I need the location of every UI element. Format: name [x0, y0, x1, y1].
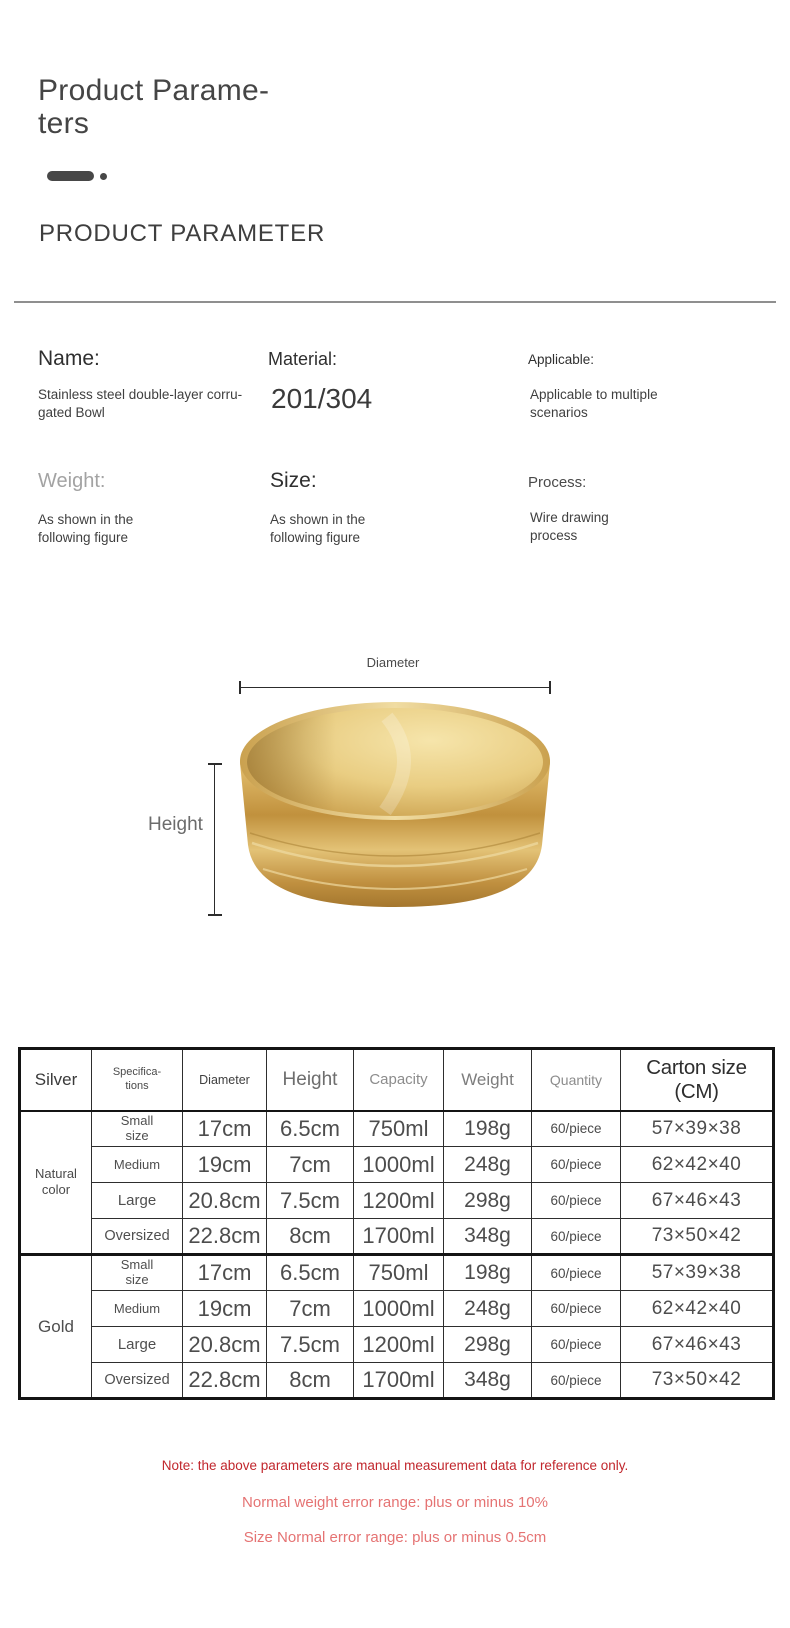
height-cell: 7cm: [267, 1291, 354, 1327]
param-value-material: 201/304: [271, 383, 373, 414]
column-header-color: Silver: [20, 1049, 92, 1111]
table-row: [20, 1327, 774, 1363]
carton-size-cell: 62×42×40: [621, 1291, 774, 1327]
column-header-capacity: Capacity: [354, 1049, 444, 1111]
param-value-weight: As shown in the following figure: [38, 512, 134, 546]
param-value-name: Stainless steel double-layer corru-gated Bowl: [38, 387, 243, 421]
diameter-cell: 19cm: [183, 1291, 267, 1327]
page-title: [38, 74, 269, 140]
height-measure-line: [208, 763, 222, 916]
capacity-cell: 1700ml: [354, 1363, 444, 1399]
carton-size-cell: 73×50×42: [621, 1219, 774, 1255]
quantity-cell: 60/piece: [532, 1255, 621, 1291]
column-header-weight: Weight: [444, 1049, 532, 1111]
diameter-cell: 19cm: [183, 1147, 267, 1183]
param-label-name: Name:: [38, 347, 100, 370]
column-header-diameter: Diameter: [183, 1049, 267, 1111]
param-label-size: Size:: [270, 469, 317, 492]
weight-cell: 298g: [444, 1183, 532, 1219]
weight-cell: 348g: [444, 1363, 532, 1399]
param-value-applicable: Applicable to multiple scenarios: [530, 387, 658, 421]
height-cell: 6.5cm: [267, 1255, 354, 1291]
param-label-material: Material:: [268, 349, 338, 369]
carton-size-cell: 67×46×43: [621, 1183, 774, 1219]
note-weight-error: Normal weight error range: plus or minus 10%: [242, 1494, 548, 1511]
param-label-applicable: Applicable:: [528, 352, 595, 367]
page-title-line2: ters: [38, 107, 90, 140]
weight-cell: 248g: [444, 1147, 532, 1183]
capacity-cell: 750ml: [354, 1111, 444, 1147]
carton-size-cell: 57×39×38: [621, 1255, 774, 1291]
table-row: [20, 1291, 774, 1327]
column-header-height: Height: [267, 1049, 354, 1111]
capacity-cell: 1700ml: [354, 1219, 444, 1255]
quantity-cell: 60/piece: [532, 1291, 621, 1327]
height-cell: 8cm: [267, 1219, 354, 1255]
divider-bar: [47, 171, 94, 181]
column-header-specifications: Specifica-tions: [92, 1049, 183, 1111]
capacity-cell: 750ml: [354, 1255, 444, 1291]
note-reference-only: Note: the above parameters are manual measurement data for reference only.: [161, 1458, 629, 1473]
diameter-cell: 22.8cm: [183, 1363, 267, 1399]
weight-cell: 348g: [444, 1219, 532, 1255]
weight-cell: 298g: [444, 1327, 532, 1363]
height-cell: 7cm: [267, 1147, 354, 1183]
quantity-cell: 60/piece: [532, 1111, 621, 1147]
quantity-cell: 60/piece: [532, 1183, 621, 1219]
capacity-cell: 1000ml: [354, 1291, 444, 1327]
capacity-cell: 1200ml: [354, 1183, 444, 1219]
spec-cell: Medium: [92, 1291, 183, 1327]
capacity-cell: 1200ml: [354, 1327, 444, 1363]
weight-cell: 248g: [444, 1291, 532, 1327]
spec-cell: Large: [92, 1183, 183, 1219]
spec-cell: Oversized: [92, 1363, 183, 1399]
table-row: [20, 1183, 774, 1219]
table-row: [20, 1255, 774, 1291]
color-group-gold: Gold: [20, 1255, 92, 1399]
diameter-cell: 20.8cm: [183, 1183, 267, 1219]
height-cell: 7.5cm: [267, 1327, 354, 1363]
table-row: [20, 1219, 774, 1255]
param-value-size: As shown in the following figure: [270, 512, 366, 546]
color-group-natural: Natural color: [20, 1111, 92, 1255]
section-heading: PRODUCT PARAMETER: [39, 220, 326, 247]
carton-size-cell: 62×42×40: [621, 1147, 774, 1183]
spec-cell: Large: [92, 1327, 183, 1363]
carton-size-cell: 57×39×38: [621, 1111, 774, 1147]
weight-cell: 198g: [444, 1255, 532, 1291]
table-row: [20, 1363, 774, 1399]
param-label-process: Process:: [528, 474, 587, 491]
carton-size-cell: 67×46×43: [621, 1327, 774, 1363]
diameter-cell: 17cm: [183, 1255, 267, 1291]
diameter-dimension-label: Diameter: [366, 655, 420, 670]
quantity-cell: 60/piece: [532, 1363, 621, 1399]
height-dimension-label: Height: [148, 814, 203, 835]
quantity-cell: 60/piece: [532, 1327, 621, 1363]
gold-bowl-image: [237, 695, 553, 915]
page-title-line1: Product Parame-: [38, 74, 270, 107]
height-cell: 6.5cm: [267, 1111, 354, 1147]
param-label-weight: Weight:: [38, 470, 106, 492]
spec-cell: Medium: [92, 1147, 183, 1183]
note-size-error: Size Normal error range: plus or minus 0.5cm: [243, 1529, 547, 1546]
capacity-cell: 1000ml: [354, 1147, 444, 1183]
diameter-measure-line: [239, 681, 551, 694]
spec-cell: Oversized: [92, 1219, 183, 1255]
horizontal-rule: [14, 301, 776, 303]
spec-table-container: [18, 1047, 775, 1400]
spec-table: [18, 1047, 775, 1400]
table-header-row: [20, 1049, 774, 1111]
diameter-cell: 22.8cm: [183, 1219, 267, 1255]
spec-cell: Small size: [92, 1111, 183, 1147]
quantity-cell: 60/piece: [532, 1147, 621, 1183]
weight-cell: 198g: [444, 1111, 532, 1147]
column-header-carton-size: Carton size (CM): [621, 1049, 774, 1111]
param-value-process: Wire drawing process: [530, 510, 609, 544]
diameter-cell: 17cm: [183, 1111, 267, 1147]
spec-cell: Small size: [92, 1255, 183, 1291]
height-cell: 8cm: [267, 1363, 354, 1399]
height-cell: 7.5cm: [267, 1183, 354, 1219]
table-row: [20, 1147, 774, 1183]
table-row: [20, 1111, 774, 1147]
diameter-cell: 20.8cm: [183, 1327, 267, 1363]
divider-dot: [100, 173, 107, 180]
column-header-quantity: Quantity: [532, 1049, 621, 1111]
quantity-cell: 60/piece: [532, 1219, 621, 1255]
carton-size-cell: 73×50×42: [621, 1363, 774, 1399]
